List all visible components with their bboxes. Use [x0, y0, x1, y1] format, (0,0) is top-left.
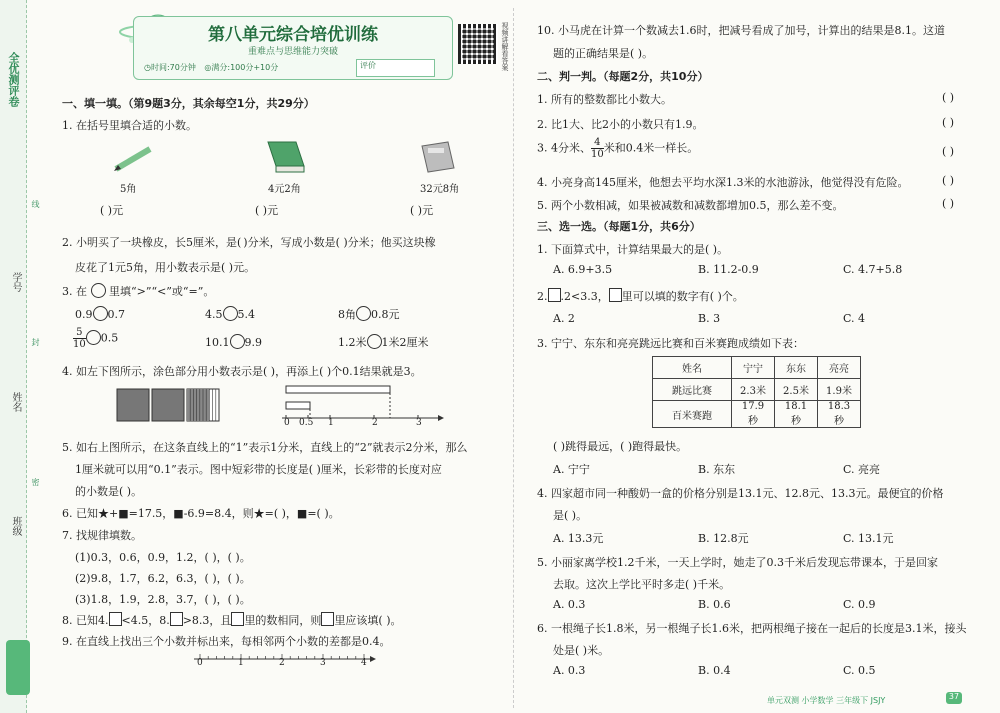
- q3-item-3: [338, 306, 400, 322]
- q3-item-2: [205, 306, 255, 321]
- c2-b: .2<3.3，: [560, 290, 609, 303]
- c2-a: 2.: [537, 290, 548, 303]
- answer-circle[interactable]: [230, 334, 245, 349]
- digit-box: [321, 612, 334, 626]
- table-header-cell: 亮亮: [818, 357, 861, 379]
- c6-option-a[interactable]: A. 0.3: [553, 664, 586, 677]
- section3-heading: 三、选一选。（每题1分，共6分）: [537, 220, 701, 233]
- q5-line-2: 1厘米就可以用“0.1”表示。图中短彩带的长度是( )厘米，长彩带的长度对应: [75, 463, 442, 476]
- q3-item-5: [205, 334, 262, 349]
- q1-blank-1[interactable]: ( )元: [100, 204, 124, 217]
- c3-question: 3. 宁宁、东东和亮亮跳远比赛和百米赛跑成绩如下表：: [537, 337, 804, 350]
- judge-2: 2. 比1大、比2小的小数只有1.9。: [537, 118, 704, 131]
- c5-option-c[interactable]: C. 0.9: [843, 598, 876, 611]
- judge-answer-4[interactable]: ( ): [942, 174, 955, 187]
- q4-axis-2: 2: [372, 418, 378, 428]
- q3-left: 8角: [338, 308, 356, 321]
- c4-option-a[interactable]: A. 13.3元: [553, 532, 604, 545]
- page-number: 37: [946, 692, 962, 704]
- pencil-icon: [112, 143, 154, 173]
- c1-option-a[interactable]: A. 6.9+3.5: [553, 263, 613, 276]
- q3-right: 5.4: [237, 308, 255, 321]
- time-label: 时间:70分钟: [150, 63, 196, 72]
- c4-line-2: 是( )。: [553, 509, 588, 522]
- q9-text: 9. 在直线上找出三个小数并标出来，每相邻两个小数的差都是0.4。: [62, 635, 391, 648]
- c5-option-a[interactable]: A. 0.3: [553, 598, 586, 611]
- table-cell: 18.3秒: [818, 401, 861, 428]
- q9-axis-3: 3: [320, 658, 326, 668]
- q4-axis-05: 0.5: [299, 418, 314, 428]
- q8-a: 8. 已知4.: [62, 614, 109, 627]
- time-info: [144, 62, 278, 73]
- digit-box: [231, 612, 244, 626]
- q1-blank-2[interactable]: ( )元: [255, 204, 279, 217]
- judge-answer-2[interactable]: ( ): [942, 116, 955, 129]
- q3-right: 9.9: [244, 336, 262, 349]
- q6-text: 6. 已知★+■=17.5，■-6.9=8.4，则★=( )，■=( )。: [62, 507, 340, 520]
- c4-option-c[interactable]: C. 13.1元: [843, 532, 894, 545]
- footer-text: 单元双测 小学数学 三年级下 JSJY: [767, 696, 886, 705]
- c3-after: ( )跳得最远，( )跑得最快。: [553, 440, 688, 453]
- q3-frac-num: 5: [73, 327, 86, 339]
- c2-c: 里可以填的数字有( )个。: [621, 290, 744, 303]
- q1-item-2: 4元2角: [268, 184, 301, 195]
- field-class: 班级: [10, 516, 21, 536]
- q3-right: 1米2厘米: [381, 336, 429, 349]
- q1-text: 1. 在括号里填合适的小数。: [62, 119, 197, 132]
- answer-circle[interactable]: [356, 306, 371, 321]
- table-header-cell: 姓名: [653, 357, 732, 379]
- judge3-frac-den: 10: [591, 149, 604, 160]
- q3-right: 0.5: [100, 331, 119, 345]
- page-subtitle: 重难点与思维能力突破: [247, 47, 338, 57]
- c6-option-b[interactable]: B. 0.4: [698, 664, 731, 677]
- q8-b: <4.5，8.: [121, 614, 170, 627]
- digit-box: [609, 288, 622, 302]
- table-row: [653, 379, 861, 401]
- q3-right: 0.8元: [371, 308, 400, 321]
- q3-left: 0.9: [75, 308, 93, 321]
- digit-box[interactable]: [170, 612, 183, 626]
- q3-text: [62, 283, 214, 299]
- digit-box[interactable]: [109, 612, 122, 626]
- c2-question: [537, 288, 744, 304]
- table-header-cell: 宁宁: [732, 357, 775, 379]
- compare-circle-icon: [91, 283, 106, 298]
- judge-4: 4. 小亮身高145厘米，他想去平均水深1.3米的水池游泳，他觉得没有危险。: [537, 176, 909, 189]
- c6-line-2: 处是( )米。: [553, 644, 610, 657]
- c3-option-c[interactable]: C. 亮亮: [843, 463, 881, 476]
- q2-line-2: 皮花了1元5角，用小数表示是( )元。: [75, 261, 256, 274]
- judge-answer-3[interactable]: ( ): [942, 145, 955, 158]
- table-header-cell: 东东: [775, 357, 818, 379]
- q9-axis-2: 2: [279, 658, 285, 668]
- q7-line-3: (3)1.8，1.9，2.8，3.7，( )，( )。: [75, 593, 251, 606]
- q10-line-2: 题的正确结果是( )。: [553, 47, 654, 60]
- c3-option-a[interactable]: A. 宁宁: [553, 463, 590, 476]
- score-label: 满分:100分+10分: [211, 63, 279, 72]
- c1-option-b[interactable]: B. 11.2-0.9: [698, 263, 759, 276]
- q7-line-2: (2)9.8，1.7，6.2，6.3，( )，( )。: [75, 572, 251, 585]
- q3-item-6: [338, 334, 429, 350]
- judge-1: 1. 所有的整数都比小数大。: [537, 93, 672, 106]
- q2-part-a: 2. 小明买了一块橡皮，长5厘米，是(: [62, 236, 242, 249]
- c2-option-b[interactable]: B. 3: [698, 312, 721, 325]
- table-cell: 2.3米: [732, 379, 775, 401]
- c4-line-1: 4. 四家超市同一种酸奶一盒的价格分别是13.1元、12.8元、13.3元。最便宜的价格: [537, 487, 944, 500]
- table-row: [653, 401, 861, 428]
- answer-circle[interactable]: [93, 306, 108, 321]
- c5-line-2: 去取。这次上学比平时多走( )千米。: [553, 578, 731, 591]
- table-cell: 百米赛跑: [653, 401, 732, 428]
- q8-d: 里的数相同，则: [244, 614, 322, 627]
- field-name: 姓名: [10, 392, 21, 412]
- q9-axis-1: 1: [238, 658, 244, 668]
- judge3-fraction: [591, 137, 604, 160]
- q2-line-1: [62, 234, 436, 250]
- table-cell: 2.5米: [775, 379, 818, 401]
- c5-line-1: 5. 小丽家离学校1.2千米，一天上学时，她走了0.3千米后发现忘带课本，于是回家: [537, 556, 938, 569]
- answer-circle[interactable]: [367, 334, 382, 349]
- judge-answer-5[interactable]: ( ): [942, 197, 955, 210]
- c1-question: 1. 下面算式中，计算结果最大的是( )。: [537, 243, 729, 256]
- q3-text-b: 里填“>”“<”或“=”。: [109, 285, 215, 298]
- section1-heading: 一、填一填。（第9题3分，其余每空1分，共29分）: [62, 97, 315, 110]
- q9-axis-0: 0: [197, 658, 203, 668]
- c1-option-c[interactable]: C. 4.7+5.8: [843, 263, 903, 276]
- q9-axis-4: 4: [361, 658, 367, 668]
- c3-option-b[interactable]: B. 东东: [698, 463, 736, 476]
- field-student-no: 学号: [10, 272, 21, 292]
- line-mark-2: 封: [31, 338, 40, 346]
- qr-caption: 视频讲解看答案: [501, 22, 509, 71]
- worksheet-header: [133, 16, 453, 80]
- q8-text: [62, 612, 402, 628]
- judge-3: [537, 137, 698, 160]
- shaded-squares-figure: [116, 387, 220, 423]
- table-cell: 18.1秒: [775, 401, 818, 428]
- q1-item-1: 5角: [120, 184, 137, 195]
- q2-part-b: )分米，写成小数是( )分米；他买这块橡: [243, 236, 436, 249]
- q3-right: 0.7: [107, 308, 125, 321]
- results-table: [652, 356, 861, 428]
- score-icon: ◎: [204, 63, 212, 72]
- logo-badge: [6, 640, 30, 695]
- q3-frac-den: 10: [73, 339, 86, 350]
- table-row: [653, 357, 861, 379]
- q10-line-1: 10. 小马虎在计算一个数减去1.6时，把减号看成了加号，计算出的结果是8.1。这道: [537, 24, 945, 37]
- table-cell: 17.9秒: [732, 401, 775, 428]
- c5-option-b[interactable]: B. 0.6: [698, 598, 731, 611]
- judge3-a: 3. 4分米、: [537, 141, 591, 155]
- q8-e: 里应该填( )。: [334, 614, 402, 627]
- q3-left: 1.2米: [338, 336, 367, 349]
- line-mark-1: 线: [31, 200, 40, 208]
- q5-line-1: 5. 如右上图所示，在这条直线上的“1”表示1分米，直线上的“2”就表示2分米，那么: [62, 441, 468, 454]
- c4-option-b[interactable]: B. 12.8元: [698, 532, 749, 545]
- q4-axis-1: 1: [328, 418, 334, 428]
- rating-box: 评价: [356, 59, 435, 77]
- q4-axis-0: 0: [284, 418, 290, 428]
- qr-code[interactable]: [458, 24, 498, 64]
- c6-line-1: 6. 一根绳子长1.8米，另一根绳子长1.6米，把两根绳子接在一起后的长度是3.1米，接头: [537, 622, 967, 635]
- q7-line-1: (1)0.3，0.6，0.9，1.2，( )，( )。: [75, 551, 251, 564]
- q3-text-a: 3. 在: [62, 285, 87, 298]
- judge3-b: 米和0.4米一样长。: [603, 141, 699, 155]
- q1-blank-3[interactable]: ( )元: [410, 204, 434, 217]
- c2-option-c[interactable]: C. 4: [843, 312, 866, 325]
- section2-heading: 二、判一判。（每题2分，共10分）: [537, 70, 709, 83]
- q4-axis-3: 3: [416, 418, 422, 428]
- judge-5: 5. 两个小数相减，如果被减数和减数都增加0.5，那么差不变。: [537, 199, 844, 212]
- binding-sidebar: [0, 0, 40, 713]
- q4-text: 4. 如左下图所示，涂色部分用小数表示是( )，再添上( )个0.1结果就是3。: [62, 365, 422, 378]
- c6-option-c[interactable]: C. 0.5: [843, 664, 876, 677]
- series-label: 全优测评卷: [7, 52, 20, 107]
- book-icon: [262, 138, 308, 178]
- judge-answer-1[interactable]: ( ): [942, 91, 955, 104]
- q3-fraction: [73, 327, 86, 350]
- calculator-icon: [418, 140, 458, 176]
- c2-option-a[interactable]: A. 2: [553, 312, 575, 325]
- q1-item-3: 32元8角: [420, 184, 460, 195]
- q8-c: >8.3，且: [182, 614, 232, 627]
- column-divider: [513, 8, 514, 708]
- q9-number-line[interactable]: [190, 651, 380, 665]
- answer-circle[interactable]: [223, 306, 238, 321]
- q5-line-3: 的小数是( )。: [75, 485, 143, 498]
- clock-icon: ◷: [144, 63, 151, 72]
- q3-left: 10.1: [205, 336, 230, 349]
- answer-circle[interactable]: [86, 330, 101, 345]
- q3-left: 4.5: [205, 308, 223, 321]
- page-title: 第八单元综合培优训练: [208, 25, 378, 45]
- q3-item-1: [75, 306, 125, 321]
- table-cell: 跳远比赛: [653, 379, 732, 401]
- line-mark-3: 密: [31, 478, 40, 486]
- digit-box[interactable]: [548, 288, 561, 302]
- judge3-frac-num: 4: [591, 137, 604, 149]
- table-cell: 1.9米: [818, 379, 861, 401]
- q7-text: 7. 找规律填数。: [62, 529, 142, 542]
- q3-item-4: [73, 327, 118, 350]
